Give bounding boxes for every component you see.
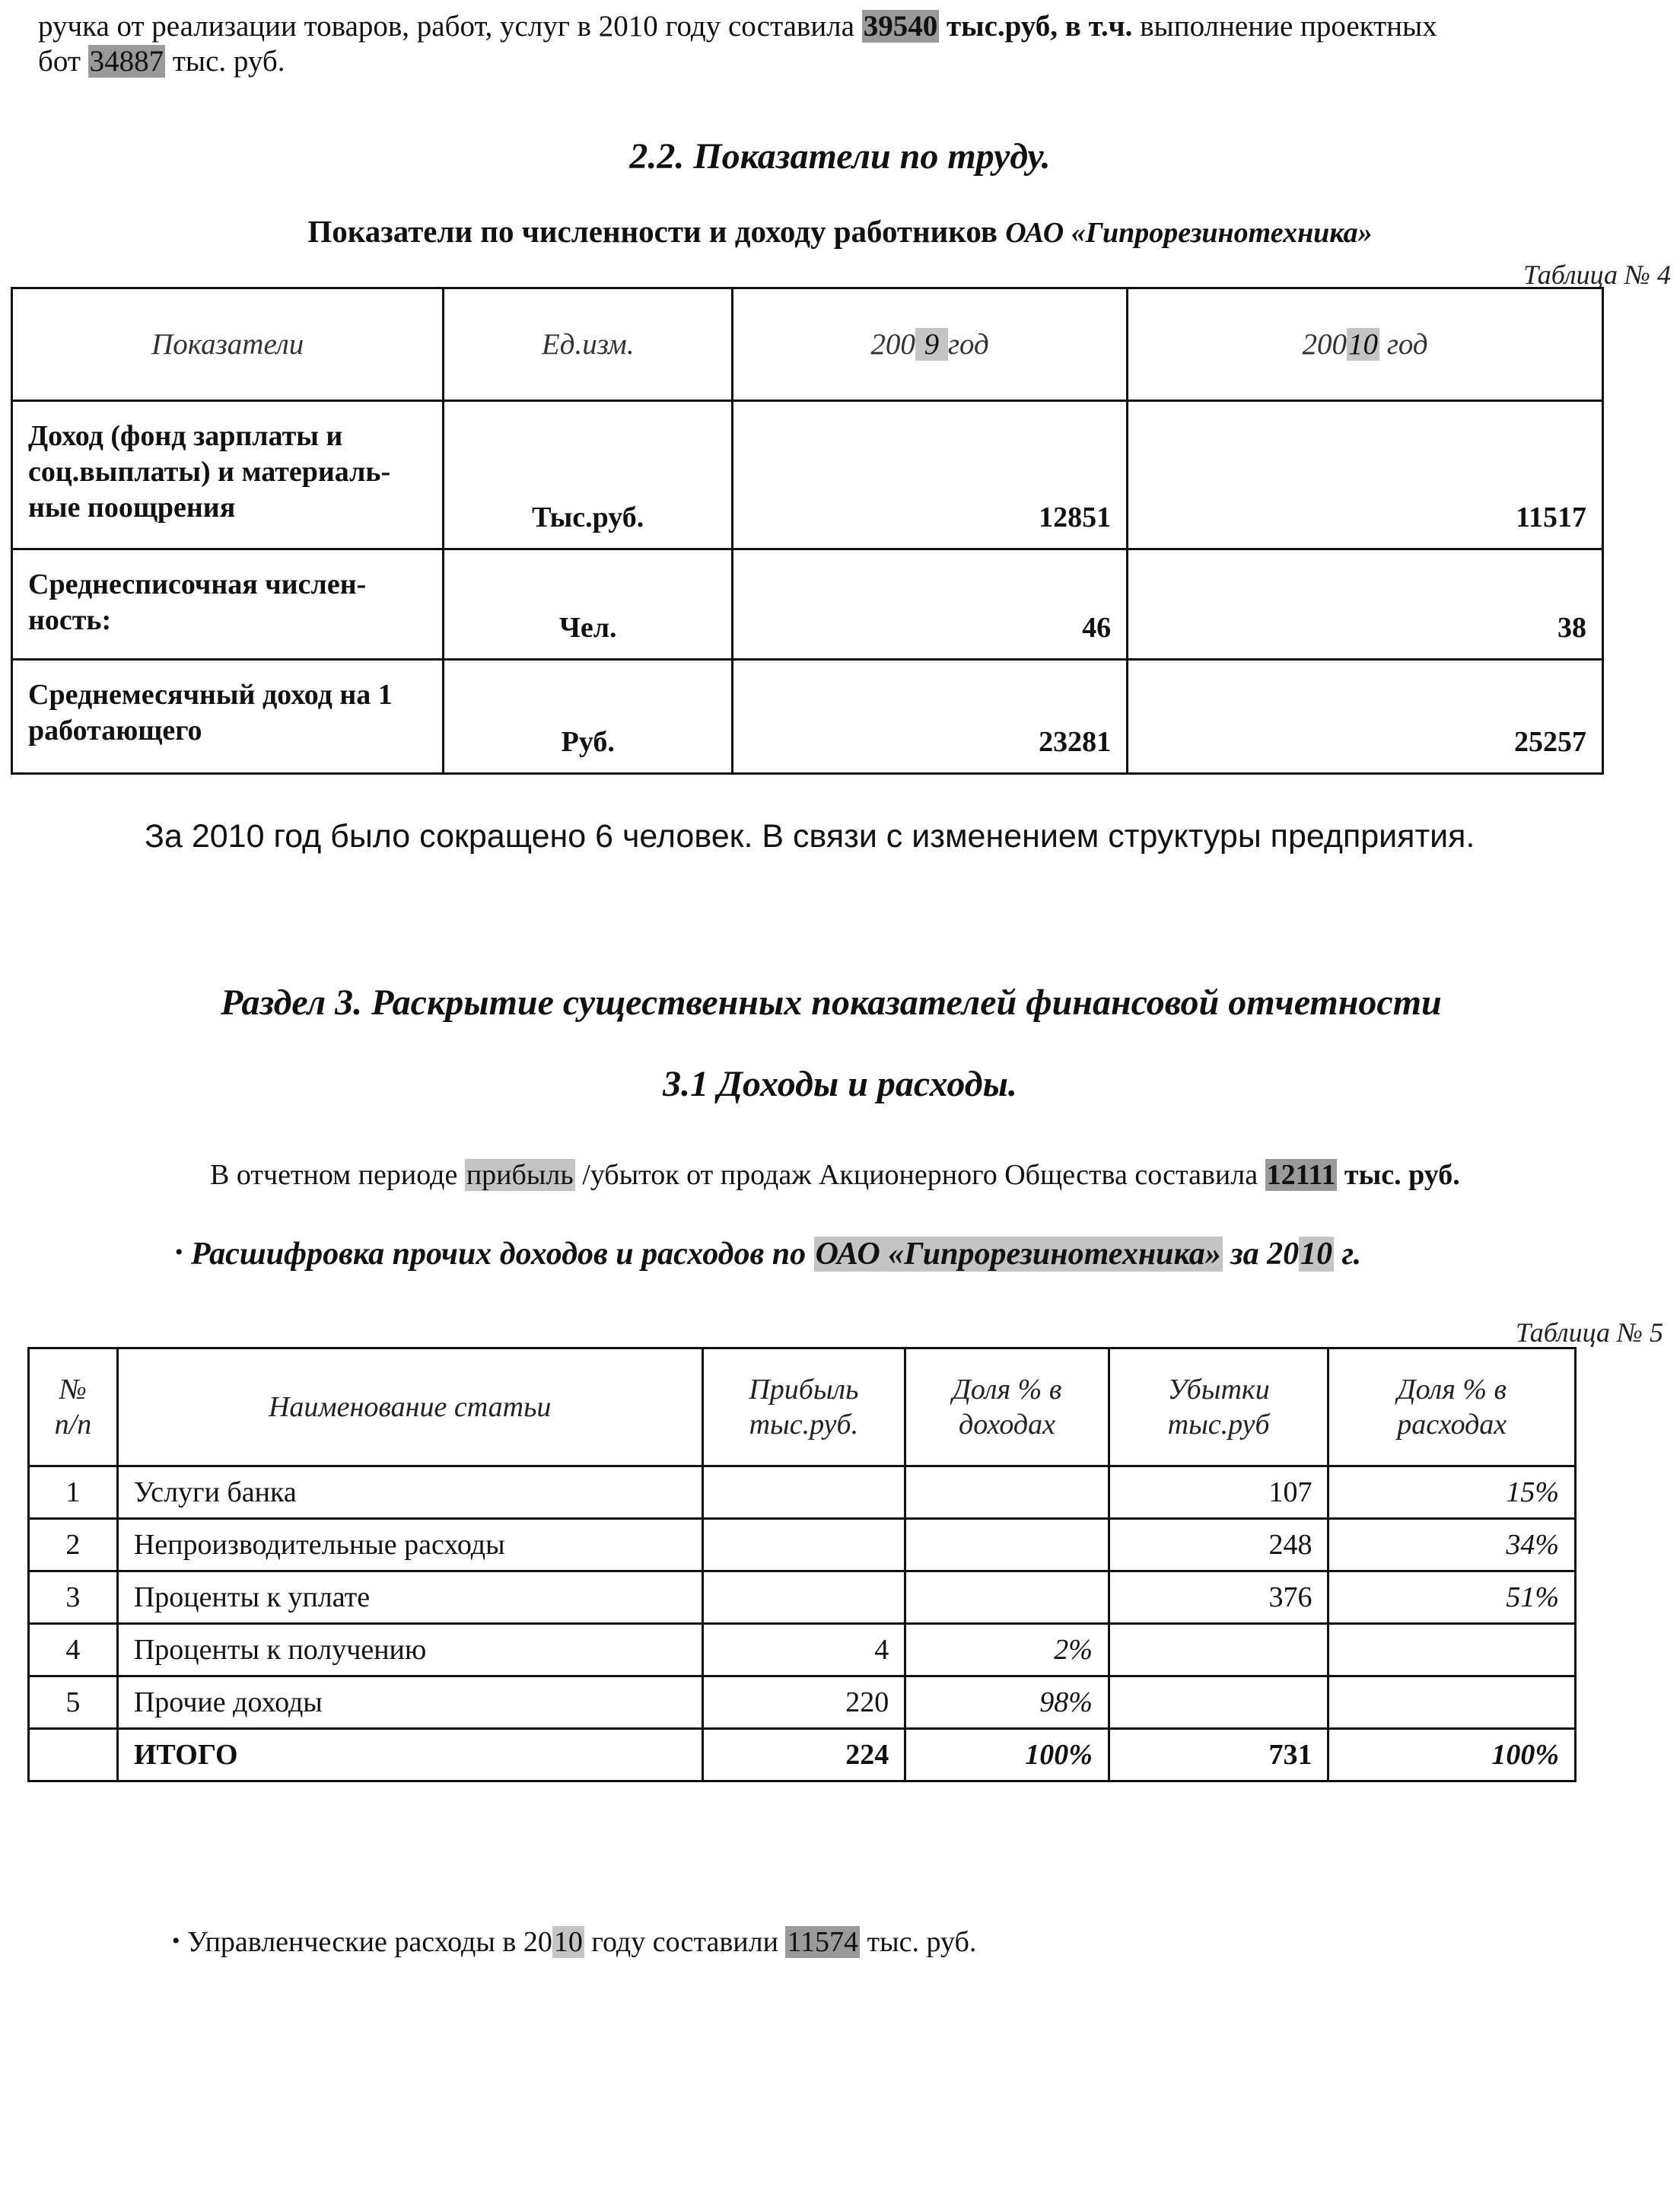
income-expense-table bbox=[27, 1347, 1577, 1782]
table-total-row: ИТОГО 224 100% 731 100% bbox=[29, 1729, 1576, 1781]
col-header-loss: Убытки тыс.руб bbox=[1109, 1348, 1328, 1466]
table-4-label: Таблица № 4 bbox=[1522, 259, 1671, 290]
table-header-row bbox=[29, 1348, 1576, 1466]
table-row: 3 Проценты к уплате 376 51% bbox=[29, 1571, 1576, 1624]
table-row: 4 Проценты к получению 4 2% bbox=[29, 1624, 1576, 1676]
table-row: 1 Услуги банка 107 15% bbox=[29, 1466, 1576, 1519]
intro-paragraph bbox=[38, 9, 1666, 79]
bullet-icon: • bbox=[172, 1928, 180, 1953]
col-header-indicator: Показатели bbox=[12, 288, 444, 401]
table-row: Доход (фонд зарплаты и соц.выплаты) и материаль-ные поощрения Тыс.руб. 12851 11517 bbox=[12, 401, 1603, 549]
management-expenses-value: 11574 bbox=[787, 1926, 859, 1958]
col-header-profit: Прибыль тыс.руб. bbox=[702, 1348, 905, 1466]
management-expenses-line: • Управленческие расходы в 2010 году составили 11574 тыс. руб. bbox=[172, 1926, 977, 1958]
labor-subtitle: Показатели по численности и доходу работников ОАО «Гипрорезинотехника» bbox=[307, 214, 1373, 249]
labor-heading: 2.2. Показатели по труду. bbox=[629, 136, 1051, 177]
col-header-unit: Ед.изм. bbox=[444, 288, 733, 401]
table-row: 2 Непроизводительные расходы 248 34% bbox=[29, 1519, 1576, 1571]
col-header-2009: 200 9 год bbox=[733, 288, 1128, 401]
sales-profit-value: 12111 bbox=[1266, 1159, 1336, 1191]
col-header-2010: 20010 год bbox=[1128, 288, 1603, 401]
col-header-number: № п/п bbox=[29, 1348, 118, 1466]
table-row: Среднесписочная числен-ность: Чел. 46 38 bbox=[12, 549, 1603, 660]
section-3-heading: Раздел 3. Раскрытие существенных показателей финансовой отчетности bbox=[221, 982, 1442, 1023]
project-revenue-value: 34887 bbox=[89, 45, 164, 78]
staff-reduction-note: За 2010 год было сокращено 6 человек. В связи с изменением структуры предприятия. bbox=[145, 818, 1475, 855]
sales-profit-paragraph: В отчетном периоде прибыль /убыток от продаж Акционерного Общества составила 12111 тыс. руб. bbox=[210, 1159, 1460, 1191]
col-header-income-share: Доля % в доходах bbox=[905, 1348, 1109, 1466]
table-row: Среднемесячный доход на 1 работающего Руб. 23281 25257 bbox=[12, 660, 1603, 774]
table-header-row bbox=[12, 288, 1603, 401]
section-3-1-heading: 3.1 Доходы и расходы. bbox=[663, 1064, 1017, 1104]
col-header-item: Наименование статьи bbox=[117, 1348, 702, 1466]
labor-table bbox=[11, 287, 1604, 775]
bullet-icon: • bbox=[175, 1240, 183, 1265]
col-header-expense-share: Доля % в расходах bbox=[1328, 1348, 1576, 1466]
table-5-label: Таблица № 5 bbox=[1515, 1317, 1663, 1348]
intro-line-2: бот 34887 тыс. руб. bbox=[38, 45, 285, 78]
intro-line-1: ручка от реализации товаров, работ, услуг в 2010 году составила 39540 тыс.руб, в т.ч. выполнение проектных bbox=[38, 10, 1437, 43]
breakdown-caption: • Расшифровка прочих доходов и расходов по ОАО «Гипрорезинотехника» за 2010 г. bbox=[175, 1237, 1362, 1272]
revenue-value: 39540 bbox=[863, 10, 938, 43]
table-row: 5 Прочие доходы 220 98% bbox=[29, 1676, 1576, 1729]
